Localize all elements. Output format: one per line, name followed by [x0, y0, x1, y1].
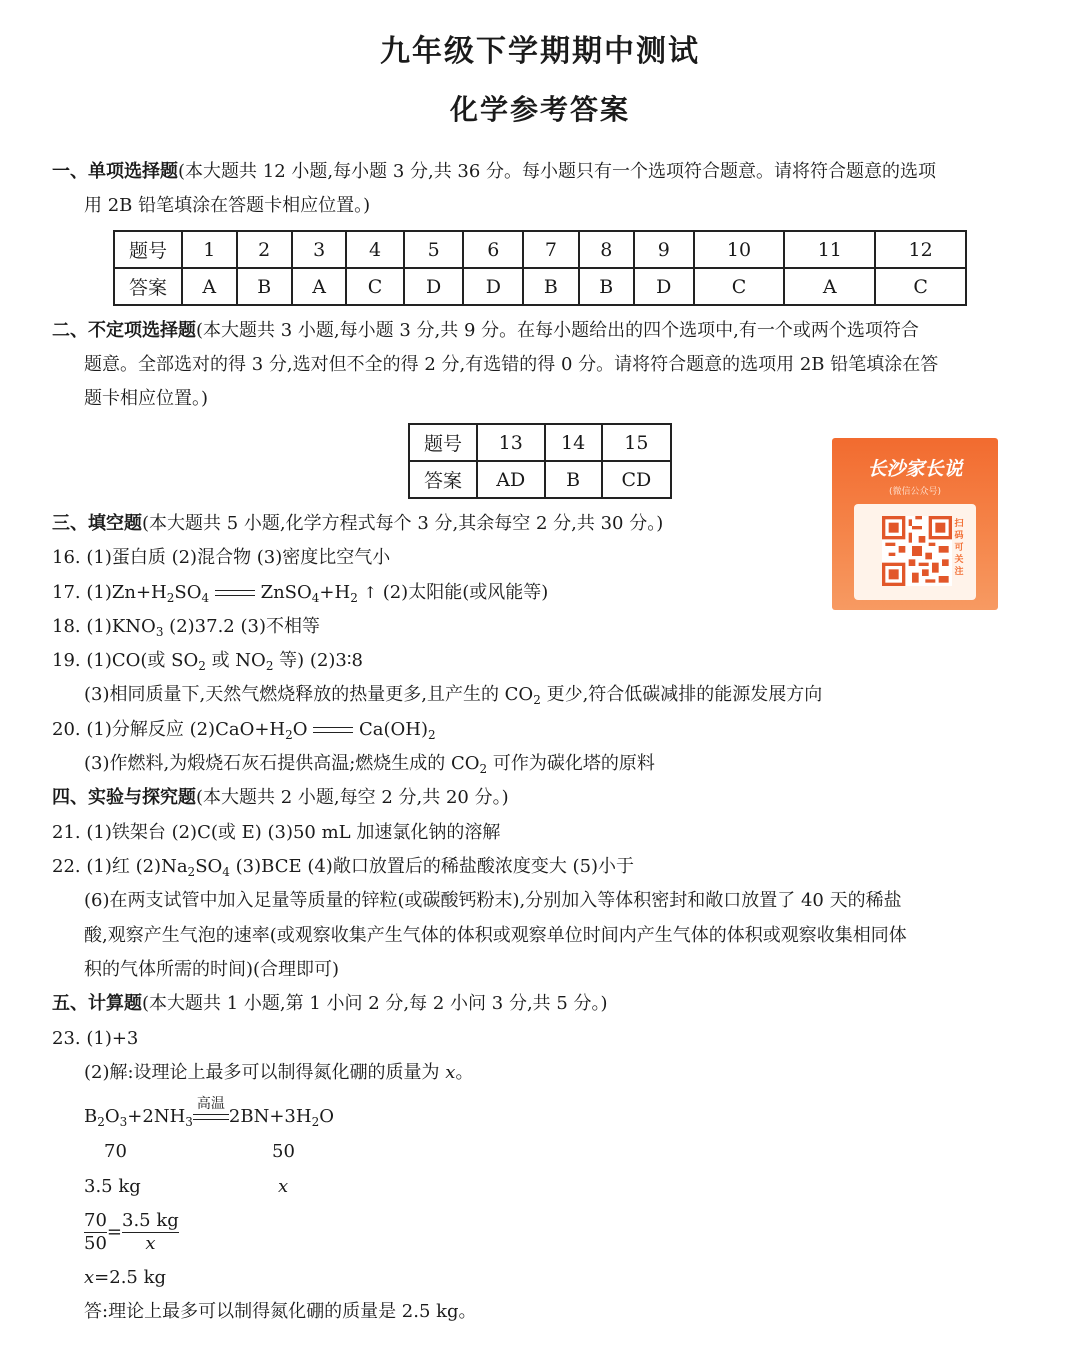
page-title: 九年级下学期期中测试 — [380, 34, 700, 69]
answer-22: 22. (1)红 $(2)Na_2SO_4$ (3)BCE (4)敞口放置后的稀盐酸浓度变大 (5)小于 — [52, 856, 635, 879]
known-mass: 3.5 kg — [84, 1176, 141, 1197]
table-header-cell: 答案 — [409, 461, 477, 498]
chemical-equation: $B_2O_3+2NH_3$ 高温 $2BN+3H_2O$ — [84, 1096, 334, 1129]
answer-19-3: (3)相同质量下,天然气燃烧释放的热量更多,且产生的 $CO_2$ 更少,符合低碳减排的能源发展方向 — [84, 684, 823, 707]
table-cell: 8 — [579, 231, 634, 268]
table-cell: AD — [477, 461, 545, 498]
table-cell: B — [237, 268, 292, 305]
answer-17: 17. $(1)Zn+H_2SO_4$ $ZnSO_4+H_2$ ↑ (2)太阳能(或风能等) — [52, 582, 549, 605]
table-cell: 10 — [694, 231, 785, 268]
final-answer: 答:理论上最多可以制得氮化硼的质量是 2.5 kg。 — [84, 1301, 477, 1322]
section2-desc: 二、不定项选择题(本大题共 3 小题,每小题 3 分,共 9 分。在每小题给出的四个选项中,有一个或两个选项符合 — [52, 320, 919, 341]
table-header-cell: 答案 — [114, 268, 182, 305]
section2-head: 二、不定项选择题 — [52, 320, 196, 341]
table-cell: 6 — [463, 231, 523, 268]
table-cell: B — [579, 268, 634, 305]
result: x=2.5 kg — [84, 1267, 167, 1288]
table-cell: 15 — [602, 424, 671, 461]
qr-side-text: 扫码可关注 — [954, 519, 964, 577]
table-cell: C — [875, 268, 966, 305]
equals-sign-icon — [313, 724, 353, 736]
table-cell: D — [463, 268, 523, 305]
table-cell: 3 — [292, 231, 347, 268]
section5-head: 五、计算题 — [52, 993, 142, 1014]
section4-desc: 四、实验与探究题(本大题共 2 小题,每空 2 分,共 20 分。) — [52, 787, 509, 808]
table-cell: A — [784, 268, 875, 305]
section2-desc-3: 题卡相应位置。) — [84, 388, 209, 409]
answer-23-1: 23. (1)+3 — [52, 1028, 139, 1049]
answer-18: 18. $(1)KNO_3$ (2)37.2 (3)不相等 — [52, 616, 320, 639]
proportion: $\frac{70}{50}$ = $\frac{3.5 kg}{x}$ — [84, 1210, 179, 1254]
section1-head: 一、单项选择题 — [52, 161, 178, 182]
page-subtitle: 化学参考答案 — [449, 93, 630, 126]
section1-answer-table — [113, 230, 967, 306]
answer-20-3: (3)作燃料,为煅烧石灰石提供高温;燃烧生成的 $CO_2$ 可作为碳化塔的原料 — [84, 753, 655, 776]
equals-sign-icon — [215, 587, 255, 599]
qr-code-icon[interactable] — [882, 516, 952, 586]
answer-16: 16. (1)蛋白质 (2)混合物 (3)密度比空气小 — [52, 547, 391, 568]
table-cell: B — [523, 268, 578, 305]
answer-22-6: (6)在两支试管中加入足量等质量的锌粒(或碳酸钙粉末),分别加入等体积密封和敞口放置了 40 天的稀盐 — [84, 890, 902, 911]
answer-20: 20. (1)分解反应 $(2)CaO+H_2O$ $Ca(OH)_2$ — [52, 719, 436, 742]
table-cell: C — [346, 268, 403, 305]
table-cell: 5 — [404, 231, 464, 268]
table-cell: A — [182, 268, 237, 305]
table-cell: 14 — [545, 424, 602, 461]
section2-desc-2: 题意。全部选对的得 3 分,选对但不全的得 2 分,有选错的得 0 分。请将符合题意的选项用 2B 铅笔填涂在答 — [84, 354, 939, 375]
table-cell: 2 — [237, 231, 292, 268]
table-cell: A — [292, 268, 347, 305]
table-cell: 1 — [182, 231, 237, 268]
table-cell: 11 — [784, 231, 875, 268]
gas-arrow-icon: ↑ — [363, 583, 377, 602]
answer-22-6b: 酸,观察产生气泡的速率(或观察收集产生气体的体积或观察单位时间内产生气体的体积或观察收集相同体 — [84, 925, 907, 946]
molar-mass-2: 50 — [272, 1141, 295, 1162]
table-header-cell: 题号 — [409, 424, 477, 461]
qr-promo-card[interactable] — [832, 438, 998, 610]
unknown-mass: x — [278, 1176, 289, 1197]
section5-desc: 五、计算题(本大题共 1 小题,第 1 小问 2 分,每 2 小问 3 分,共 5 分。) — [52, 993, 608, 1014]
table-cell: D — [634, 268, 694, 305]
qr-sub-text: (微信公众号) — [888, 487, 942, 497]
section1-desc-2: 用 2B 铅笔填涂在答题卡相应位置。) — [84, 195, 371, 216]
table-cell: 13 — [477, 424, 545, 461]
qr-brand-text: 长沙家长说 — [867, 458, 963, 480]
section1-desc: 一、单项选择题(本大题共 12 小题,每小题 3 分,共 36 分。每小题只有一个选项符合题意。请将符合题意的选项 — [52, 161, 937, 182]
answer-21: 21. (1)铁架台 (2)C(或 E) (3)50 mL 加速氯化钠的溶解 — [52, 822, 501, 843]
table-header-cell: 题号 — [114, 231, 182, 268]
molar-mass-1: 70 — [104, 1141, 127, 1162]
table-cell: C — [694, 268, 785, 305]
answer-19: 19. (1)CO(或 $SO_2$ 或 $NO_2$ 等) (2)3∶8 — [52, 650, 364, 673]
table-cell: 4 — [346, 231, 403, 268]
section4-head: 四、实验与探究题 — [52, 787, 196, 808]
table-cell: 9 — [634, 231, 694, 268]
section3-desc: 三、填空题(本大题共 5 小题,化学方程式每个 3 分,其余每空 2 分,共 30 分。) — [52, 513, 664, 534]
table-cell: CD — [602, 461, 671, 498]
table-cell: 7 — [523, 231, 578, 268]
table-cell: D — [404, 268, 464, 305]
section3-head: 三、填空题 — [52, 513, 142, 534]
section2-answer-table — [408, 423, 672, 499]
reaction-arrow-icon: 高温 — [193, 1111, 229, 1123]
table-cell: 12 — [875, 231, 966, 268]
answer-23-2: (2)解:设理论上最多可以制得氮化硼的质量为 x。 — [84, 1062, 474, 1083]
table-cell: B — [545, 461, 602, 498]
answer-22-6c: 积的气体所需的时间)(合理即可) — [84, 959, 340, 980]
